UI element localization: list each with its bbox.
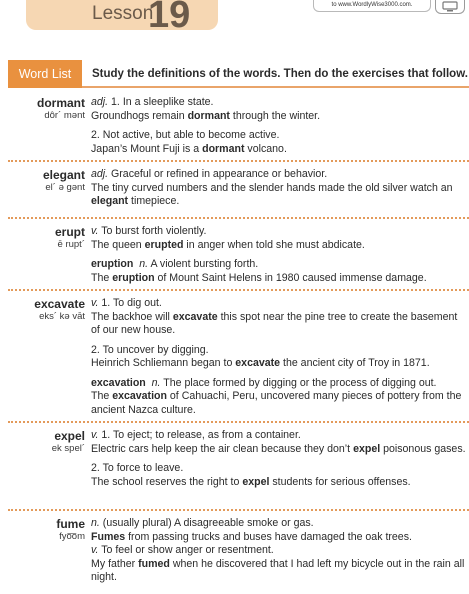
headword: expel	[54, 429, 85, 443]
pronunciation: dôr´ mənt	[44, 110, 85, 121]
headword: erupt	[55, 225, 85, 239]
definition: (usually plural) A disagreeable smoke or gas.	[99, 517, 314, 529]
headword: dormant	[37, 96, 85, 110]
definition: 1. In a sleeplike state.	[108, 96, 214, 108]
definition: Graceful or refined in appearance or behavior.	[108, 168, 328, 180]
example-sentence: Heinrich Schliemann began to excavate the ancient city of Troy in 1871.	[91, 357, 430, 369]
derived-form: eruption n. A violent bursting forth.	[91, 258, 259, 270]
example-sentence: Groundhogs remain dormant through the winter.	[91, 109, 321, 122]
pronunciation: el´ ə gənt	[45, 182, 85, 193]
example-sentence: The tiny curved numbers and the slender hands made the old silver watch an elegant timepiece.	[91, 181, 453, 207]
word-list-tab: Word List	[8, 60, 82, 88]
entry-fume	[8, 511, 469, 594]
entry-erupt	[8, 219, 469, 291]
entry-dormant	[8, 90, 469, 162]
entry-elegant	[8, 162, 469, 219]
example-sentence: The backhoe will excavate this spot near the pine tree to create the basement of our new house.	[91, 310, 458, 336]
definition: To feel or show anger or resentment.	[98, 544, 274, 556]
part-of-speech: v.	[91, 544, 99, 556]
headword: elegant	[42, 168, 85, 182]
entry-excavate	[8, 291, 469, 423]
part-of-speech: adj.	[91, 168, 109, 180]
word-list-header	[8, 60, 469, 88]
derived-form: excavation n. The place formed by digging or the process of digging out.	[91, 376, 437, 389]
definition: 2. Not active, but able to become active.	[91, 129, 280, 141]
part-of-speech: v.	[91, 297, 99, 309]
pronunciation: eks´ kə vāt	[39, 311, 85, 322]
lesson-number: 19	[148, 0, 191, 36]
website-note: to www.WordlyWise3000.com.	[313, 0, 431, 12]
example-sentence: Electric cars help keep the air clean because they don’t expel poisonous gases.	[91, 442, 466, 455]
example-sentence: The excavation of Cahuachi, Peru, uncovered many pieces of pottery from the ancient Nazca culture.	[91, 390, 462, 416]
definition: 2. To force to leave.	[91, 462, 184, 474]
example-sentence: My father fumed when he discovered that I had left my bicycle out in the rain all night.	[91, 557, 465, 583]
instructions: Study the definitions of the words. Then do the exercises that follow.	[92, 68, 468, 80]
pronunciation: fyo͞om	[59, 531, 85, 542]
definition: 1. To eject; to release, as from a container.	[98, 429, 301, 441]
example-sentence: Fumes from passing trucks and buses have damaged the oak trees.	[91, 530, 412, 543]
computer-icon	[435, 0, 465, 14]
definition: 1. To dig out.	[98, 297, 162, 309]
example-sentence: Japan’s Mount Fuji is a dormant volcano.	[91, 142, 287, 155]
pronunciation: ē rupt´	[57, 239, 85, 250]
part-of-speech: n.	[91, 517, 100, 529]
headword: excavate	[34, 297, 85, 311]
pronunciation: ek spel´	[51, 443, 85, 454]
example-sentence: The school reserves the right to expel students for serious offenses.	[91, 475, 411, 488]
definition: To burst forth violently.	[98, 225, 207, 237]
part-of-speech: v.	[91, 429, 99, 441]
entry-expel	[8, 423, 469, 511]
part-of-speech: v.	[91, 225, 99, 237]
definition: 2. To uncover by digging.	[91, 343, 209, 356]
example-sentence: The eruption of Mount Saint Helens in 1980 caused immense damage.	[91, 271, 427, 284]
part-of-speech: adj.	[91, 96, 109, 108]
headword: fume	[56, 517, 85, 531]
lesson-label: Lesson	[92, 3, 154, 24]
example-sentence: The queen erupted in anger when told she must abdicate.	[91, 238, 365, 251]
